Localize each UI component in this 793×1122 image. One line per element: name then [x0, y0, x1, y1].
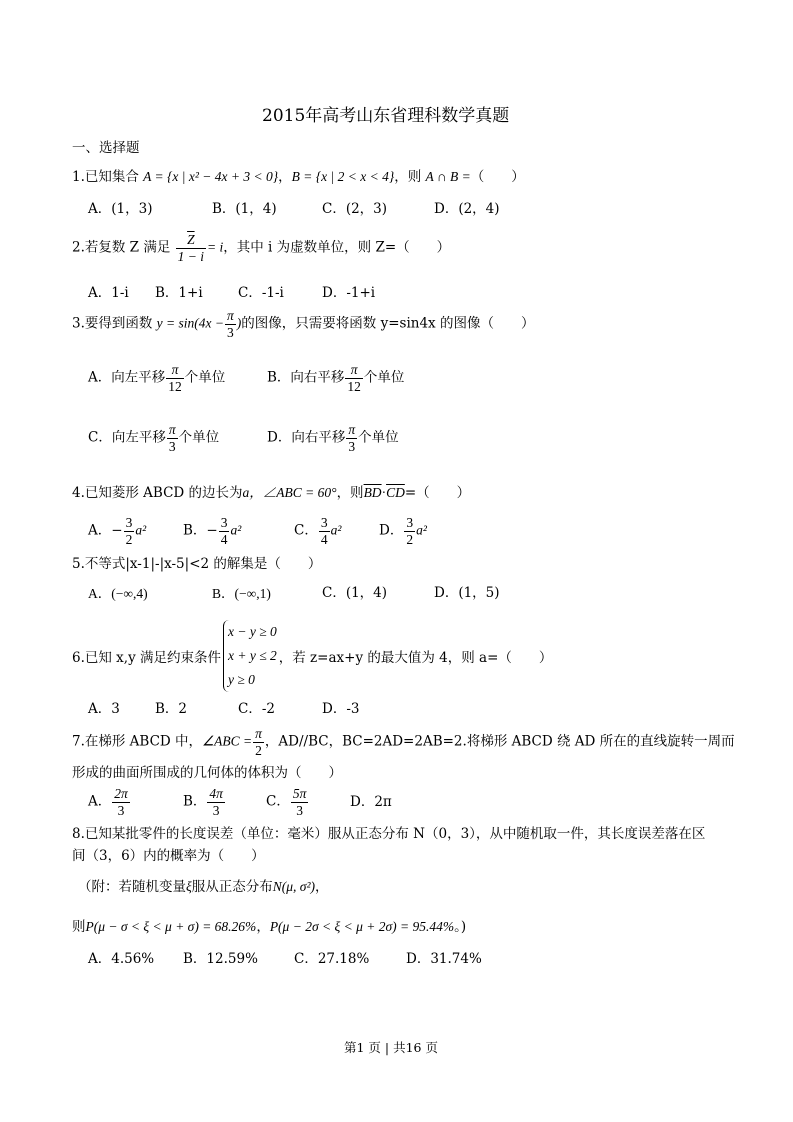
- q3-opt-b-num: π: [345, 362, 363, 379]
- q7-opt-b-den: 3: [212, 802, 220, 818]
- question-8-line2: 间（3，6）内的概率为（ ）: [72, 848, 265, 864]
- q3-opt-a-num: π: [166, 362, 184, 379]
- q1-option-c: C．(2，3): [322, 201, 388, 217]
- q2-stem-a: 2.若复数 Z 满足: [72, 239, 171, 256]
- q4-opt-a-num: 3: [125, 515, 133, 530]
- q4-option-d: [379, 515, 427, 547]
- q3-opt-d-den: 3: [348, 438, 356, 454]
- q4-option-c: [294, 515, 341, 547]
- q8-note2-sep: ，: [256, 919, 270, 935]
- q6-constraint-1: x − y ≥ 0: [228, 624, 277, 639]
- q4-opt-a-frac: [124, 515, 135, 547]
- q4-option-a: [88, 515, 146, 547]
- q1-set-b: B = {x | 2 < x < 4}: [291, 169, 395, 184]
- q4-dot: ·: [381, 485, 387, 500]
- q7-option-a: [88, 786, 131, 818]
- q3-option-c: [88, 422, 219, 454]
- q3-opt-a-pre: A．向左平移: [88, 369, 166, 386]
- q4-opt-b-lbl: B．−: [183, 522, 218, 539]
- q8-note1-n: N(μ, σ²): [272, 879, 316, 894]
- question-7-stem: [72, 726, 735, 758]
- q6-option-a: A．3: [88, 701, 120, 717]
- q7-opt-b-lbl: B．: [183, 793, 207, 810]
- q6-option-c: C．-2: [238, 701, 275, 717]
- q4-opt-b-num: 3: [220, 515, 228, 530]
- q4-opt-b-den: 4: [220, 531, 228, 547]
- q1-option-b: B．(1，4): [212, 201, 277, 217]
- q8-note1-c: ，: [315, 879, 329, 895]
- q2-option-b: B．1+i: [155, 285, 203, 301]
- q3-opt-d-num: π: [348, 422, 356, 437]
- page-title: 2015年高考山东省理科数学真题: [262, 106, 510, 126]
- q4-ask: =（ ）: [404, 485, 471, 501]
- q4-option-b: [183, 515, 241, 547]
- q1-set-a: A = {x | x² − 4x + 3 < 0}: [143, 169, 279, 184]
- q8-note2-end: 。): [454, 919, 467, 935]
- q8-note2-p1: P(μ − σ < ξ < μ + σ) = 68.26%: [85, 919, 257, 934]
- q3-opt-a-den: 12: [168, 378, 182, 394]
- q7-opt-a-den: 3: [117, 802, 125, 818]
- q7-stem-a: 7.在梯形 ABCD 中，: [72, 733, 203, 750]
- q6-stem-a: 6.已知 x,y 满足约束条件: [72, 650, 221, 666]
- q8-note-line1: [78, 880, 329, 895]
- q3-opt-a-post: 个单位: [184, 369, 226, 386]
- q1-paren: （ ）: [470, 169, 525, 185]
- q4-vec-bd: $\overline{BD}$: [363, 485, 382, 500]
- q8-note2-p2: P(μ − 2σ < ξ < μ + 2σ) = 95.44%: [269, 919, 455, 934]
- q3-opt-c-den: 3: [168, 438, 176, 454]
- q4-side: a: [242, 485, 250, 500]
- q8-option-b: B．12.59%: [183, 951, 258, 967]
- q7-option-c: [266, 786, 309, 818]
- q3-func-b: ): [236, 315, 242, 331]
- q3-stem-b: 的图像，只需要将函数 y=sin4x 的图像（ ）: [241, 315, 535, 332]
- q2-eq: = i: [207, 239, 224, 255]
- q3-frac-num: π: [227, 308, 234, 323]
- q2-option-d: D．-1+i: [322, 285, 376, 301]
- q4-opt-c-frac: [319, 515, 330, 547]
- q8-note-line2: [72, 920, 466, 935]
- q2-frac-num: $\overline{Z}$: [176, 232, 206, 249]
- q5-option-c: C．(1，4): [322, 585, 388, 601]
- q8-option-d: D．31.74%: [406, 951, 482, 967]
- q7-stem-line2: 形成的曲面所围成的几何体的体积为（ ）: [72, 765, 342, 781]
- q3-opt-c-frac: [167, 422, 178, 454]
- q6-option-b: B．2: [155, 701, 188, 717]
- q3-frac-den: 3: [227, 324, 234, 340]
- q4-opt-d-den: 2: [406, 531, 414, 547]
- question-2-stem: [72, 232, 450, 264]
- q4-opt-a-a2: a²: [135, 522, 147, 538]
- q7-frac-den: 2: [255, 742, 262, 758]
- q1-option-d: D．(2，4): [434, 201, 500, 217]
- q3-opt-b-pre: B．向右平移: [267, 369, 345, 386]
- q4-opt-b-a2: a²: [230, 522, 242, 538]
- q7-opt-a-frac: [112, 786, 130, 818]
- q8-note1-b: 服从正态分布: [191, 879, 273, 895]
- q7-opt-a-num: 2π: [114, 786, 128, 801]
- q1-option-a: A．(1，3): [88, 201, 153, 217]
- q4-opt-b-frac: [219, 515, 230, 547]
- q6-constraint-3: y ≥ 0: [228, 672, 255, 687]
- q3-option-b: [267, 362, 404, 394]
- q3-func-a: y = sin(4x −: [156, 315, 225, 331]
- q3-opt-b-den: 12: [347, 378, 361, 394]
- q3-opt-a-frac: [166, 362, 184, 394]
- q7-opt-c-frac: [291, 786, 309, 818]
- q5-option-a: A．(−∞,4): [88, 586, 148, 601]
- q3-opt-d-pre: D．向右平移: [267, 429, 346, 446]
- q7-fraction: [253, 726, 264, 758]
- page-footer: 第1 页 | 共16 页: [344, 1040, 438, 1055]
- q3-opt-c-post: 个单位: [178, 429, 220, 446]
- q4-opt-c-lbl: C．: [294, 522, 318, 539]
- q3-stem-a: 3.要得到函数: [72, 315, 157, 332]
- q7-opt-c-num: 5π: [292, 786, 307, 801]
- q3-opt-c-num: π: [168, 422, 176, 437]
- q7-angle: ∠ABC =: [202, 733, 253, 749]
- q4-opt-d-frac: [404, 515, 415, 547]
- section-heading: 一、选择题: [72, 140, 140, 156]
- q2-option-a: A．1-i: [88, 285, 129, 301]
- q8-note2-a: 则: [72, 919, 86, 935]
- q8-note1-a: （附：若随机变量: [78, 879, 186, 895]
- q6-option-d: D．-3: [322, 701, 360, 717]
- q7-frac-num: π: [255, 726, 262, 741]
- q2-stem-b: ，其中 i 为虚数单位，则 Z=（ ）: [223, 239, 451, 256]
- q7-opt-c-den: 3: [296, 802, 303, 818]
- q7-opt-c-lbl: C．: [266, 793, 290, 810]
- question-5-stem: 5.不等式|x-1|-|x-5|<2 的解集是（ ）: [72, 556, 322, 572]
- q1-stem-b: ，则: [394, 169, 426, 185]
- q4-opt-c-num: 3: [320, 515, 328, 530]
- q3-opt-d-post: 个单位: [358, 429, 399, 446]
- q7-option-d: D．2π: [350, 794, 392, 810]
- q7-opt-b-num: 4π: [209, 786, 223, 801]
- q8-option-c: C．27.18%: [294, 951, 370, 967]
- q6-stem-b: ，若 z=ax+y 的最大值为 4，则 a=（ ）: [278, 650, 553, 666]
- q2-frac-den: 1 − i: [177, 248, 205, 264]
- q4-vec-cd: $\overline{CD}$: [386, 485, 405, 500]
- q4-stem-a: 4.已知菱形 ABCD 的边长为: [72, 485, 243, 501]
- q3-fraction: [225, 308, 236, 340]
- q5-option-b: B．(−∞,1): [212, 586, 271, 601]
- q4-opt-a-lbl: A．−: [88, 522, 123, 539]
- q4-opt-d-num: 3: [406, 515, 414, 530]
- question-3-stem: [72, 308, 534, 340]
- q6-constraint-system: [223, 620, 277, 692]
- q1-stem-a: 1.已知集合: [72, 169, 144, 185]
- q4-stem-b: ，则: [336, 485, 364, 501]
- q3-opt-d-frac: [346, 422, 357, 454]
- q2-option-c: C．-1-i: [238, 285, 284, 301]
- q3-option-d: [267, 422, 399, 454]
- q4-opt-a-den: 2: [125, 531, 133, 547]
- q7-option-b: [183, 786, 226, 818]
- q7-opt-a-lbl: A．: [88, 793, 112, 810]
- q3-opt-b-post: 个单位: [363, 369, 405, 386]
- q3-opt-b-frac: [345, 362, 363, 394]
- q4-opt-d-lbl: D．: [379, 522, 404, 539]
- question-6-stem: [72, 620, 552, 692]
- q4-opt-c-a2: a²: [330, 522, 342, 538]
- q6-constraint-2: x + y ≤ 2: [228, 648, 277, 663]
- q8-note1-xi: ξ: [186, 879, 192, 894]
- q7-opt-b-frac: [207, 786, 225, 818]
- q4-opt-c-den: 4: [320, 531, 328, 547]
- question-4-stem: [72, 486, 470, 501]
- q3-option-a: [88, 362, 225, 394]
- q4-angle: ，∠ABC = 60°: [249, 485, 337, 500]
- question-8-line1: 8.已知某批零件的长度误差（单位：毫米）服从正态分布 N（0，3），从中随机取一件，其长度误差落在区: [72, 826, 706, 842]
- q1-sep: ，: [278, 169, 292, 185]
- q4-opt-d-a2: a²: [416, 522, 427, 538]
- q7-stem-b: ，AD//BC，BC=2AD=2AB=2.将梯形 ABCD 绕 AD 所在的直线旋转一周而: [264, 733, 735, 750]
- q8-option-a: A．4.56%: [88, 951, 155, 967]
- q1-ask: A ∩ B =: [425, 169, 471, 184]
- q2-fraction: [176, 232, 206, 264]
- question-1-stem: [72, 170, 525, 185]
- q5-option-d: D．(1，5): [434, 585, 500, 601]
- q3-opt-c-pre: C．向左平移: [88, 429, 166, 446]
